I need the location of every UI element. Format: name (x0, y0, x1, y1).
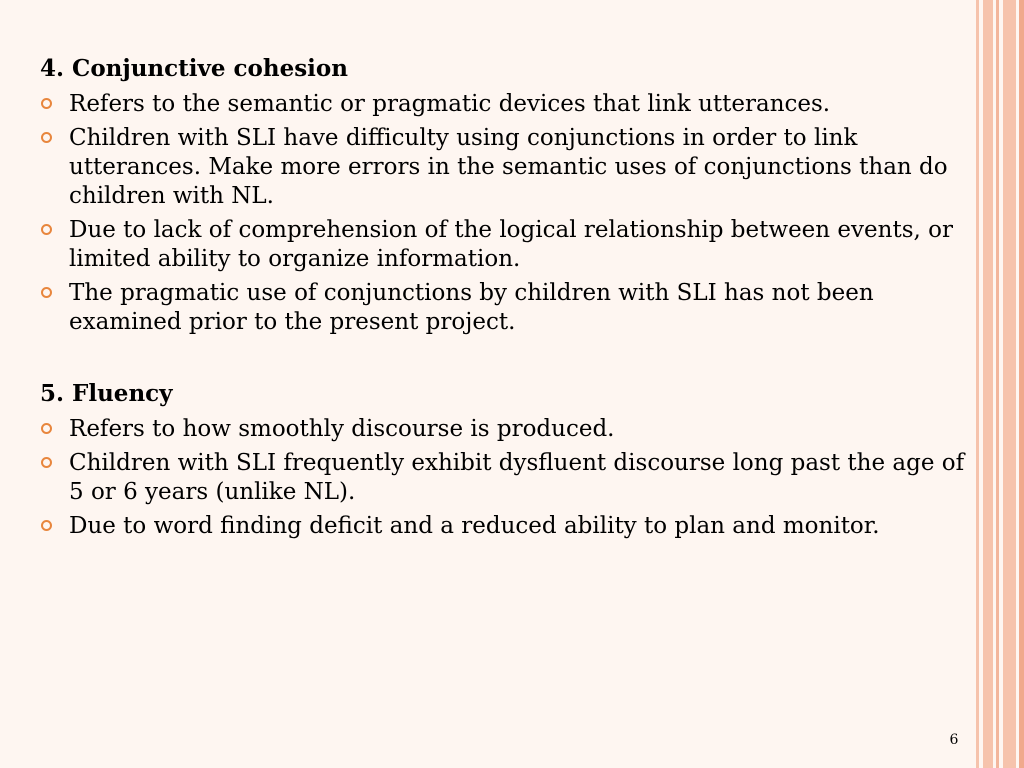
page-number: 6 (949, 732, 959, 748)
bullet-circle-icon (41, 457, 52, 468)
bullet-item (40, 124, 975, 211)
bullet-circle-icon (41, 98, 52, 109)
bullet-text: Refers to the semantic or pragmatic devices that link utterances. (69, 91, 831, 117)
bullet-text: Due to word finding deficit and a reduced ability to plan and monitor. (69, 513, 880, 539)
decorative-stripe (983, 0, 993, 768)
bullet-circle-icon (41, 520, 52, 531)
bullet-text: Refers to how smoothly discourse is produced. (69, 416, 615, 442)
bullet-circle-icon (41, 287, 52, 298)
section-conjunctive-cohesion (40, 54, 975, 337)
decorative-stripe (1019, 0, 1024, 768)
slide-content (40, 54, 975, 546)
bullet-item (40, 279, 975, 337)
bullet-text: Children with SLI have difficulty using conjunctions in order to link utterances. Make more errors in the semantic uses of conjunctions than do children with NL. (69, 125, 948, 209)
bullet-item (40, 90, 975, 119)
bullet-item (40, 216, 975, 274)
decorative-stripe (996, 0, 999, 768)
bullet-text: Children with SLI frequently exhibit dysfluent discourse long past the age of 5 or 6 years (unlike NL). (69, 450, 965, 505)
bullet-item (40, 512, 975, 541)
section-spacer (40, 342, 975, 379)
bullet-item (40, 449, 975, 507)
decorative-stripe (1003, 0, 1016, 768)
bullet-circle-icon (41, 423, 52, 434)
bullet-circle-icon (41, 132, 52, 143)
bullet-item (40, 415, 975, 444)
bullet-circle-icon (41, 224, 52, 235)
bullet-text: Due to lack of comprehension of the logical relationship between events, or limited ability to organize information. (69, 217, 953, 272)
section-heading: 5. Fluency (40, 380, 173, 407)
decorative-stripe (976, 0, 979, 768)
bullet-text: The pragmatic use of conjunctions by children with SLI has not been examined prior to the present project. (69, 280, 874, 335)
section-heading: 4. Conjunctive cohesion (40, 55, 348, 82)
section-fluency (40, 379, 975, 541)
